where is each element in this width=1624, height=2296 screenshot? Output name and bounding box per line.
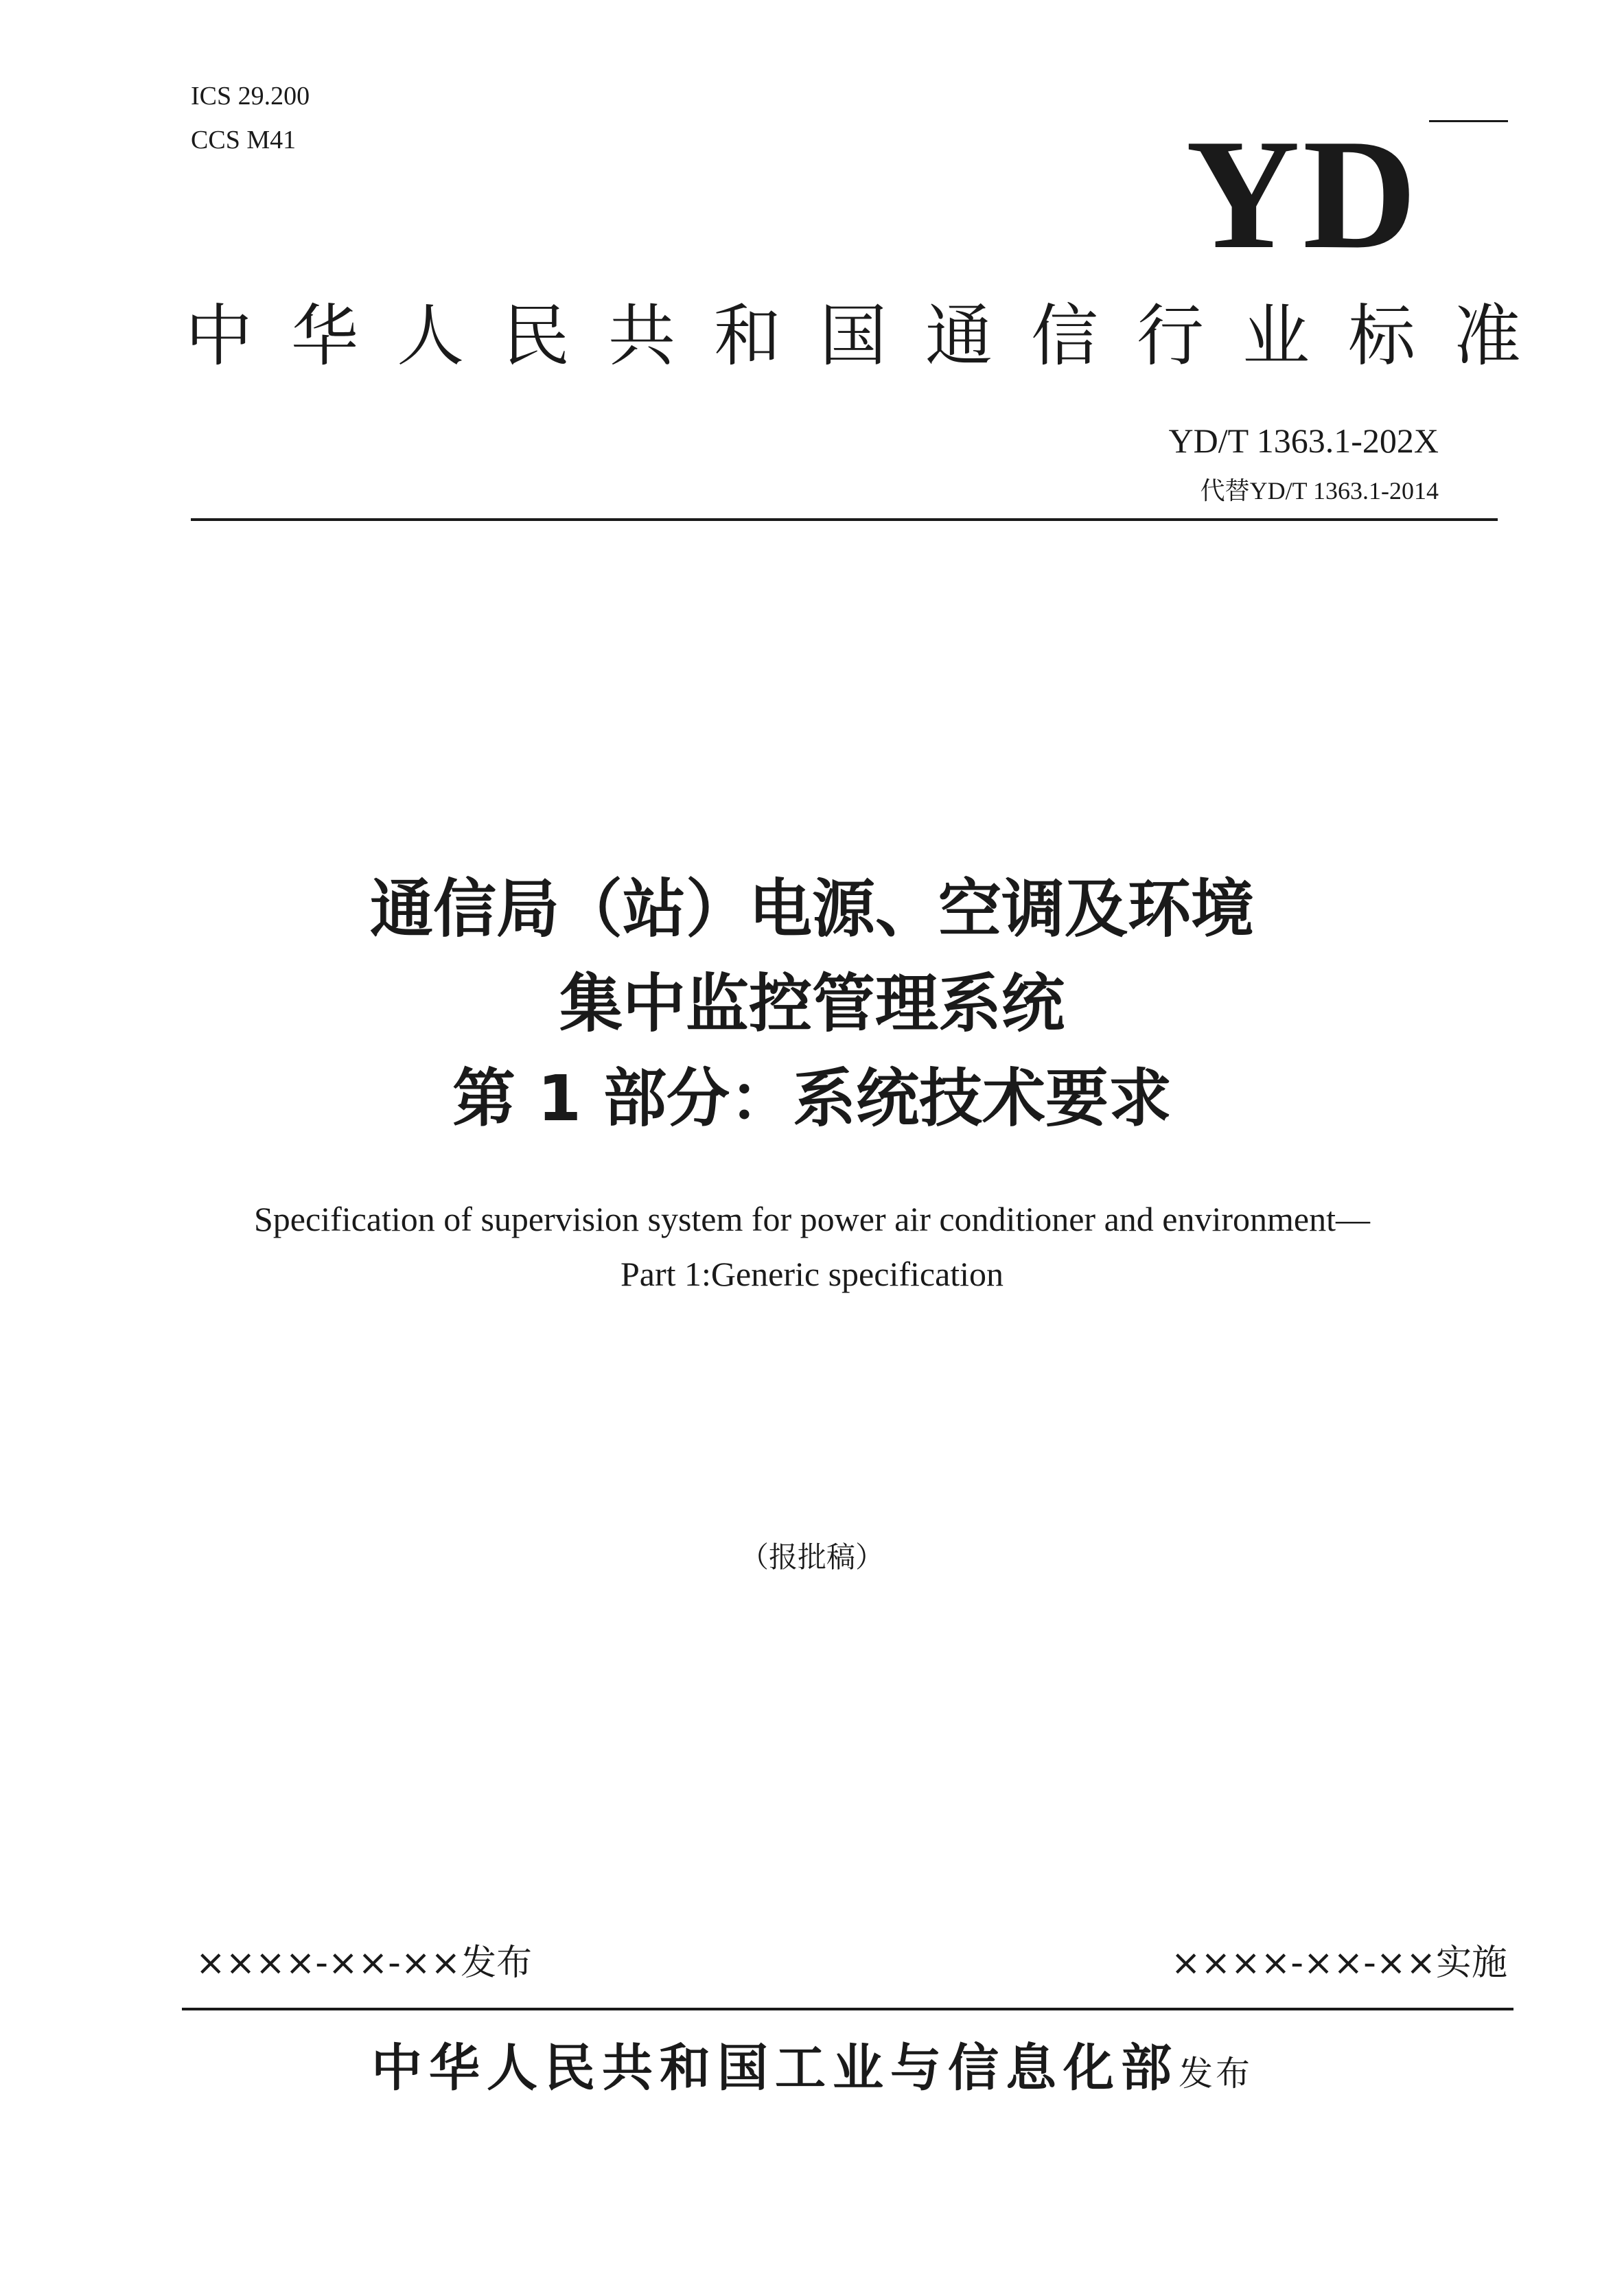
ics-code: ICS 29.200	[191, 82, 310, 111]
footer-divider	[182, 2008, 1513, 2010]
header-divider	[191, 518, 1498, 521]
issue-date: ××××-××-××发布	[196, 1943, 533, 1984]
title-cn-line-2: 集中监控管理系统	[559, 967, 1065, 1041]
logo-rule	[1429, 120, 1508, 122]
replaces-standard: 代替YD/T 1363.1-2014	[1200, 477, 1439, 505]
issuer-name: 中华人民共和国工业与信息化部	[371, 2039, 1179, 2098]
standard-number: YD/T 1363.1-202X	[1168, 421, 1439, 460]
issuer-line	[0, 2037, 1624, 2104]
industry-standard-heading: 中华人民共和国通信行业标准	[185, 297, 1560, 375]
title-en-line-1: Specification of supervision system for power air conditioner and environment—	[254, 1200, 1370, 1238]
issuer-suffix: 发布	[1179, 2054, 1253, 2094]
title-cn-line-3: 第 1 部分：系统技术要求	[452, 1062, 1172, 1135]
yd-logo: YD	[1185, 106, 1419, 281]
title-en-line-2: Part 1:Generic specification	[620, 1255, 1004, 1293]
draft-status: （报批稿）	[739, 1540, 884, 1574]
implementation-date: ××××-××-××实施	[1170, 1943, 1507, 1984]
ccs-code: CCS M41	[191, 126, 297, 154]
title-cn-line-1: 通信局（站）电源、空调及环境	[369, 872, 1254, 946]
